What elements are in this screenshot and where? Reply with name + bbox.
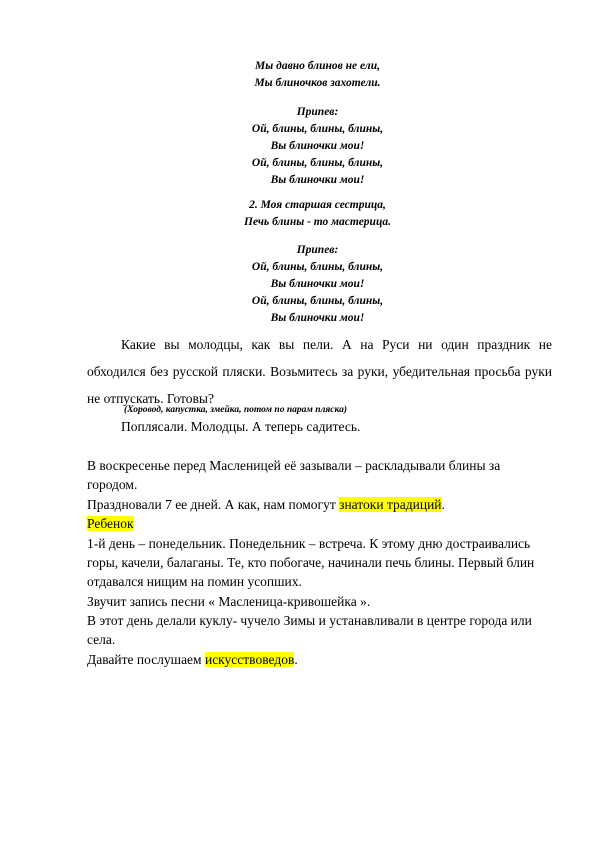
song-line: Ой, блины, блины, блины,	[251, 261, 384, 273]
text-span: .	[441, 497, 445, 512]
text-span: .	[294, 652, 298, 667]
text-line: Звучит запись песни « Масленица-кривошейка ».	[87, 594, 371, 609]
song-line: Ой, блины, блины, блины,	[251, 123, 384, 135]
song-line: Печь блины - то мастерица.	[244, 216, 391, 228]
text-span: Праздновали 7 ее дней. А как, нам помогут	[87, 497, 340, 512]
text-line: В воскресенье перед Масленицей её зазывали – раскладывали блины за	[87, 458, 501, 473]
text-line: Поплясали. Молодцы. А теперь садитесь.	[121, 419, 361, 434]
chorus-label: Припев:	[296, 244, 339, 256]
song-line: Ой, блины, блины, блины,	[251, 157, 384, 169]
song-line: Мы блиночков захотели.	[254, 77, 381, 89]
text-line: городом.	[87, 477, 138, 492]
song-line: Ой, блины, блины, блины,	[251, 295, 384, 307]
chorus-label: Припев:	[296, 106, 339, 118]
text-line: В этот день делали куклу- чучело Зимы и устанавливали в центре города или	[87, 613, 532, 628]
song-line: Вы блиночки мои!	[270, 278, 365, 290]
song-line: Мы давно блинов не ели,	[255, 60, 380, 72]
text-line: села.	[87, 632, 116, 647]
paragraph-dance-invitation: Какие вы молодцы, как вы пели. А на Руси ни один праздник не обходился без русской пляски. Возьмитесь за руки, убедительная просьба руки не отпускать. Готовы?	[87, 337, 552, 406]
song-line: Вы блиночки мои!	[270, 312, 365, 324]
text-line: отдавался нищим на помин усопших.	[87, 574, 302, 589]
text-line: горы, качели, балаганы. Те, кто побогаче, начинали печь блины. Первый блин	[87, 555, 535, 570]
highlighted-text: знатоки традиций	[339, 497, 442, 512]
song-verse-2	[150, 197, 485, 231]
song-line: 2. Моя старшая сестрица,	[249, 199, 386, 211]
song-chorus-2	[150, 242, 485, 327]
song-line: Вы блиночки мои!	[270, 174, 365, 186]
text-line-role	[87, 516, 134, 532]
highlighted-text: искусствоведов	[204, 652, 295, 667]
text-line-with-highlight	[87, 497, 445, 513]
stage-direction: (Хоровод, капустка, змейка, потом по парам пляска)	[124, 405, 347, 415]
highlighted-role-label: Ребенок	[87, 516, 134, 531]
text-line: 1-й день – понедельник. Понедельник – встреча. К этому дню достраивались	[87, 536, 531, 551]
text-span: Давайте послушаем	[87, 652, 205, 667]
song-verse-1	[150, 58, 485, 92]
text-line-with-highlight	[87, 652, 298, 668]
song-chorus-1	[150, 104, 485, 189]
song-line: Вы блиночки мои!	[270, 140, 365, 152]
